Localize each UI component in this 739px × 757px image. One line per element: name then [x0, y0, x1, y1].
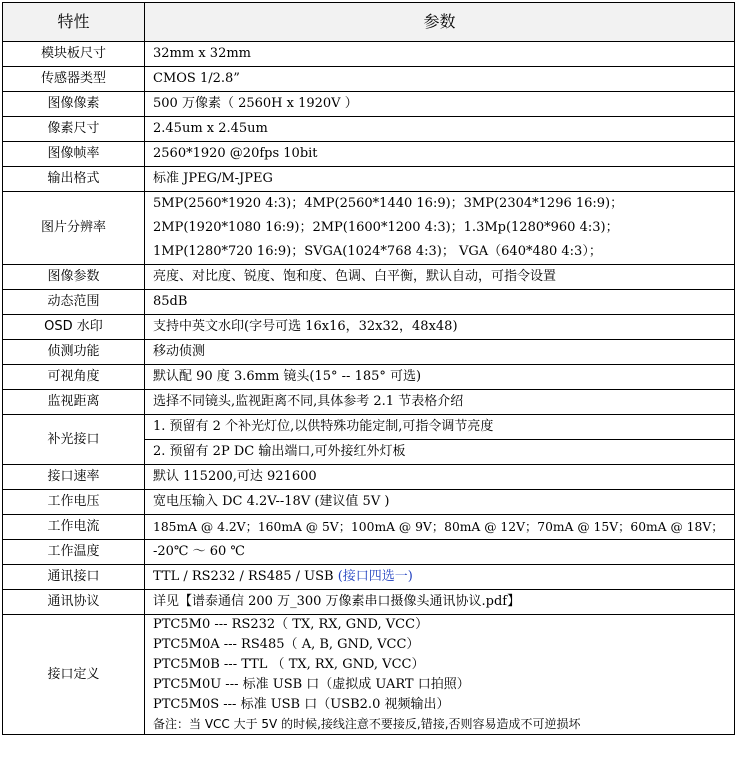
interface-def-line: PTC5M0U --- 标准 USB 口（虚拟成 UART 口拍照） [153, 677, 470, 692]
table-row [3, 465, 735, 490]
table-row [3, 117, 735, 142]
resolution-line: 2MP(1920*1080 16:9)；2MP(1600*1200 4:3)；1.3Mp(1280*960 4:3)； [153, 220, 619, 235]
wiring-note: 备注：当 VCC 大于 5V 的时候,接线注意不要接反,错接,否则容易造成不可逆损坏 [153, 717, 581, 731]
row-value: 2.45um x 2.45um [145, 117, 735, 142]
table-row [3, 67, 735, 92]
row-value [145, 615, 735, 735]
interface-def-line: PTC5M0B --- TTL （ TX, RX, GND, VCC） [153, 657, 425, 672]
row-value [145, 192, 735, 265]
table-row [3, 340, 735, 365]
row-value: 默认配 90 度 3.6mm 镜头(15° -- 185° 可选) [145, 365, 735, 390]
row-label: 通讯接口 [3, 565, 145, 590]
row-value: CMOS 1/2.8” [145, 67, 735, 92]
row-label: 图像帧率 [3, 142, 145, 167]
table-row [3, 290, 735, 315]
header-feature: 特性 [3, 3, 145, 42]
row-value: 85dB [145, 290, 735, 315]
table-row [3, 540, 735, 565]
row-value: 默认 115200,可达 921600 [145, 465, 735, 490]
row-label: 接口定义 [3, 615, 145, 735]
resolution-line: 5MP(2560*1920 4:3)；4MP(2560*1440 16:9)；3MP(2304*1296 16:9)； [153, 196, 624, 211]
interface-list: TTL / RS232 / RS485 / USB [153, 569, 338, 584]
header-parameter: 参数 [145, 3, 735, 42]
row-value: 32mm x 32mm [145, 42, 735, 67]
table-row [3, 590, 735, 615]
row-label: 工作电压 [3, 490, 145, 515]
table-row [3, 615, 735, 735]
row-value: 500 万像素（ 2560H x 1920V ） [145, 92, 735, 117]
table-row [3, 315, 735, 340]
row-label: 输出格式 [3, 167, 145, 192]
interface-def-line: PTC5M0A --- RS485（ A, B, GND, VCC） [153, 637, 420, 652]
table-row [3, 565, 735, 590]
row-value: 1. 预留有 2 个补光灯位,以供特殊功能定制,可指令调节亮度 [145, 415, 735, 440]
row-label: 侦测功能 [3, 340, 145, 365]
row-label: 动态范围 [3, 290, 145, 315]
row-value: 选择不同镜头,监视距离不同,具体参考 2.1 节表格介绍 [145, 390, 735, 415]
row-label: 可视角度 [3, 365, 145, 390]
interface-def-line: PTC5M0S --- 标准 USB 口（USB2.0 视频输出） [153, 697, 450, 712]
row-label: 图像参数 [3, 265, 145, 290]
row-value: 移动侦测 [145, 340, 735, 365]
table-row [3, 265, 735, 290]
row-label: 像素尺寸 [3, 117, 145, 142]
row-label: 模块板尺寸 [3, 42, 145, 67]
spec-table [2, 2, 735, 735]
row-label: 补光接口 [3, 415, 145, 465]
row-value: 亮度、对比度、锐度、饱和度、色调、白平衡，默认自动，可指令设置 [145, 265, 735, 290]
row-label: 图像像素 [3, 92, 145, 117]
table-row [3, 92, 735, 117]
row-value: 2. 预留有 2P DC 输出端口,可外接红外灯板 [145, 440, 735, 465]
table-row [3, 515, 735, 540]
table-row [3, 490, 735, 515]
table-row [3, 365, 735, 390]
row-label: 工作电流 [3, 515, 145, 540]
row-label: 监视距离 [3, 390, 145, 415]
row-label: 图片分辨率 [3, 192, 145, 265]
table-row [3, 142, 735, 167]
table-row [3, 390, 735, 415]
interface-def-line: PTC5M0 --- RS232（ TX, RX, GND, VCC） [153, 617, 429, 632]
row-label: 接口速率 [3, 465, 145, 490]
row-label: 传感器类型 [3, 67, 145, 92]
table-row [3, 42, 735, 67]
row-value: -20℃ ～ 60 ℃ [145, 540, 735, 565]
interface-note: (接口四选一) [337, 569, 413, 584]
row-label: 通讯协议 [3, 590, 145, 615]
row-label: OSD 水印 [3, 315, 145, 340]
table-row [3, 415, 735, 440]
row-value: 2560*1920 @20fps 10bit [145, 142, 735, 167]
row-value: 宽电压输入 DC 4.2V--18V (建议值 5V ) [145, 490, 735, 515]
resolution-line: 1MP(1280*720 16:9)；SVGA(1024*768 4:3)； VGA（640*480 4:3）； [153, 244, 602, 259]
table-header-row [3, 3, 735, 42]
row-label: 工作温度 [3, 540, 145, 565]
row-value: 标准 JPEG/M-JPEG [145, 167, 735, 192]
row-value: 支持中英文水印(字号可选 16x16，32x32，48x48) [145, 315, 735, 340]
table-row [3, 167, 735, 192]
row-value: 详见【谱泰通信 200 万_300 万像素串口摄像头通讯协议.pdf】 [145, 590, 735, 615]
row-value: 185mA @ 4.2V；160mA @ 5V；100mA @ 9V；80mA @ 12V；70mA @ 15V；60mA @ 18V； [145, 515, 735, 540]
table-row [3, 192, 735, 265]
row-value [145, 565, 735, 590]
